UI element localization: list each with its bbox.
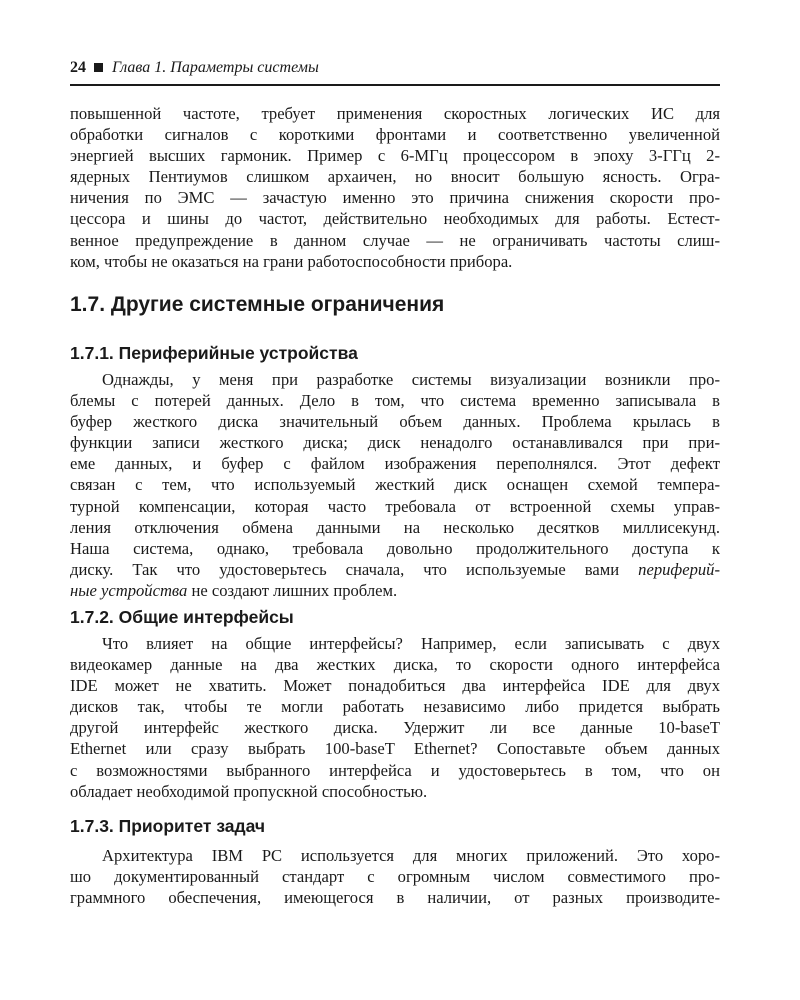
- text-line: [70, 559, 720, 580]
- text-line: энергией высших гармоник. Пример с 6-МГц процессором в эпоху 3-ГГц 2-: [70, 146, 720, 166]
- text-line: обладает необходимой пропускной способностью.: [70, 781, 428, 801]
- text-line: связан с тем, что используемый жесткий диск оснащен схемой темпера-: [70, 475, 720, 495]
- subsection-heading: 1.7.3. Приоритет задач: [70, 816, 266, 836]
- text-line: функции записи жесткого диска; диск ненадолго останавливался при при-: [70, 433, 720, 453]
- text-line: Наша система, однако, требовала довольно продолжительного доступа к: [70, 538, 720, 558]
- text-line: [70, 580, 720, 601]
- text-line: ничения по ЭМС — зачастую именно это причина снижения скорости про-: [70, 188, 720, 208]
- text-line: ком, чтобы не оказаться на грани работоспособности прибора.: [70, 251, 513, 271]
- emphasis-text: ные устройства: [70, 580, 188, 600]
- task-priority-paragraph: [70, 845, 720, 908]
- text-line: буфер жесткого диска значительный объем данных. Проблема крылась в: [70, 412, 720, 432]
- text-line: Ethernet или сразу выбрать 100-baseT Ethernet? Сопоставьте объем данных: [70, 739, 720, 759]
- text-line: IDE может не хватить. Может понадобиться два интерфейса IDE для двух: [70, 676, 720, 696]
- text-line: дисков так, чтобы те могли работать независимо либо придется выбрать: [70, 697, 720, 717]
- subsection-heading: 1.7.2. Общие интерфейсы: [70, 607, 294, 627]
- text-line: ления отключения обмена данными на несколько десятков миллисекунд.: [70, 517, 720, 537]
- text-line: ядерных Пентиумов слишком архаичен, но вносит большую ясность. Огра-: [70, 167, 720, 187]
- section-heading: 1.7. Другие системные ограничения: [70, 293, 445, 316]
- text-line: шо документированный стандарт с огромным числом совместимого про-: [70, 867, 720, 887]
- text-line: обработки сигналов с короткими фронтами и соответственно увеличенной: [70, 125, 720, 145]
- text-line: Архитектура IBM PC используется для многих приложений. Это хоро-: [102, 846, 720, 865]
- running-header: [70, 58, 720, 78]
- text-line: Однажды, у меня при разработке системы визуализации возникли про-: [102, 370, 720, 389]
- text-line: другой интерфейс жесткого диска. Удержит ли все данные 10-baseT: [70, 718, 720, 738]
- subsection-heading: 1.7.1. Периферийные устройства: [70, 343, 358, 363]
- chapter-title: Глава 1. Параметры системы: [112, 59, 319, 76]
- text-line: граммного обеспечения, имеющегося в наличии, от разных производите-: [70, 888, 720, 908]
- text-line: турной компенсации, которая часто требовала от встроенной схемы управ-: [70, 496, 720, 516]
- text-line: видеокамер данные на два жестких диска, то скорости одного интерфейса: [70, 655, 720, 675]
- text-run: не создают лишних проблем.: [187, 580, 398, 600]
- text-line: повышенной частоте, требует применения скоростных логических ИС для: [70, 104, 720, 123]
- page-number: 24: [70, 59, 86, 76]
- text-line: Что влияет на общие интерфейсы? Например, если записывать с двух: [102, 634, 720, 653]
- text-line: цессора и шины до частот, действительно необходимых для работы. Естест-: [70, 209, 720, 229]
- intro-paragraph: [70, 103, 720, 272]
- text-line: еме данных, и буфер с файлом изображения переполнялся. Этот дефект: [70, 454, 720, 474]
- header-rule: [70, 84, 720, 86]
- text-line: с возможностями выбранного интерфейса и удостоверьтесь в том, что он: [70, 760, 720, 780]
- text-line: блемы с потерей данных. Дело в том, что система временно записывала в: [70, 391, 720, 411]
- square-bullet-icon: [94, 63, 103, 72]
- text-run: диску. Так что удостоверьтесь сначала, что используемые вами: [70, 559, 639, 579]
- text-line: венное предупреждение в данном случае — не ограничивать частоты слиш-: [70, 230, 720, 250]
- peripheral-paragraph: [70, 369, 720, 601]
- emphasis-text: периферий-: [638, 559, 720, 579]
- interfaces-paragraph: [70, 633, 720, 802]
